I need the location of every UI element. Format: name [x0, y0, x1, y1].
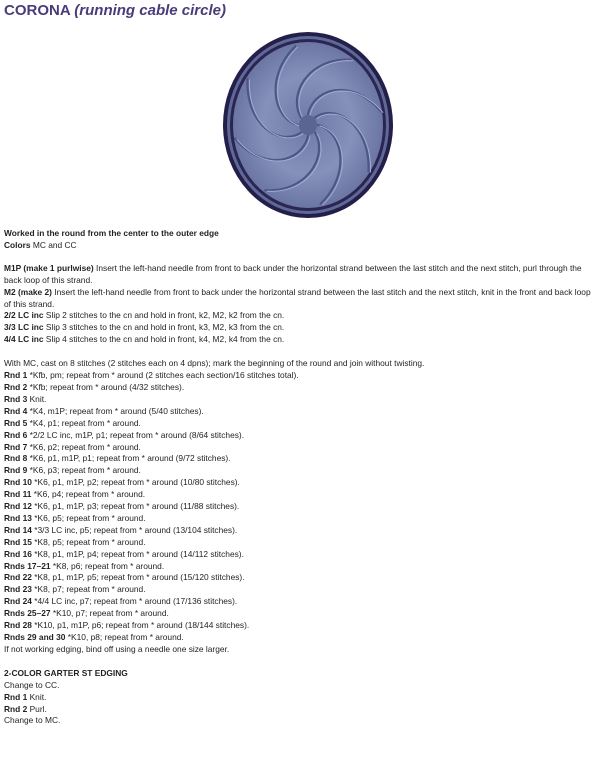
- edging-rnd1: Rnd 1 Knit.: [4, 691, 47, 702]
- edging-rnd2: Rnd 2 Purl.: [4, 703, 47, 714]
- round-line: Rnd 3 Knit.: [4, 393, 47, 404]
- edging-line: Change to CC.: [4, 679, 60, 690]
- round-line: Rnd 7 *K6, p2; repeat from * around.: [4, 441, 141, 452]
- round-line: Rnd 15 *K8, p5; repeat from * around.: [4, 536, 146, 547]
- round-line: Rnd 8 *K6, p1, m1P, p1; repeat from * around (9/72 stitches).: [4, 453, 231, 464]
- edging-line-last: Change to MC.: [4, 715, 61, 726]
- round-line: Rnd 1 *Kfb, pm; repeat from * around (2 stitches each section/16 stitches total).: [4, 370, 299, 381]
- knitted-circle-photo: [222, 31, 394, 219]
- pattern-text: [4, 228, 594, 727]
- closing-line: If not working edging, bind off using a needle one size larger.: [4, 643, 230, 654]
- colors-line: Colors MC and CC: [4, 239, 77, 250]
- round-line: Rnd 22 *K8, p1, m1P, p5; repeat from * around (15/120 stitches).: [4, 572, 245, 583]
- round-line: Rnds 29 and 30 *K10, p8; repeat from * around.: [4, 632, 184, 642]
- round-line: Rnd 28 *K10, p1, m1P, p6; repeat from * around (18/144 stitches).: [4, 620, 250, 631]
- cast-on-line: With MC, cast on 8 stitches (2 stitches each on 4 dpns); mark the beginning of the round and join without twisting.: [4, 358, 425, 369]
- title-main: CORONA: [4, 2, 71, 19]
- abbreviations: [4, 263, 594, 346]
- round-line: Rnd 24 *4/4 LC inc, p7; repeat from * around (17/136 stitches).: [4, 596, 238, 607]
- round-line: Rnd 14 *3/3 LC inc, p5; repeat from * around (13/104 stitches).: [4, 524, 238, 535]
- round-line: Rnds 17–21 *K8, p6; repeat from * around.: [4, 560, 165, 571]
- abbreviation-item: M1P (make 1 purlwise) Insert the left-hand needle from front to back under the horizontal strand between the last stitch and the next stitch, purl through the back loop of this strand.: [4, 262, 582, 285]
- round-line: Rnd 10 *K6, p1, m1P, p2; repeat from * around (10/80 stitches).: [4, 477, 240, 488]
- round-line: Rnds 25–27 *K10, p7; repeat from * around.: [4, 608, 169, 619]
- round-line: Rnd 4 *K4, m1P; repeat from * around (5/40 stitches).: [4, 405, 204, 416]
- abbreviation-item: M2 (make 2) Insert the left-hand needle from front to back under the horizontal strand between the last stitch and the next stitch, knit in the front and back loop of this strand.: [4, 286, 591, 309]
- title-subtitle: (running cable circle): [74, 2, 226, 19]
- edging-heading: 2-COLOR GARTER ST EDGING: [4, 667, 128, 678]
- round-line: Rnd 11 *K6, p4; repeat from * around.: [4, 489, 146, 500]
- abbreviation-item: 4/4 LC inc Slip 4 stitches to the cn and hold in front, k4, M2, k4 from the cn.: [4, 334, 285, 345]
- round-line: Rnd 9 *K6, p3; repeat from * around.: [4, 465, 141, 476]
- round-line: Rnd 12 *K6, p1, m1P, p3; repeat from * around (11/88 stitches).: [4, 501, 240, 512]
- round-line: Rnd 13 *K6, p5; repeat from * around.: [4, 512, 146, 523]
- round-line: Rnd 16 *K8, p1, m1P, p4; repeat from * around (14/112 stitches).: [4, 548, 244, 559]
- abbreviation-item: 2/2 LC inc Slip 2 stitches to the cn and hold in front, k2, M2, k2 from the cn.: [4, 310, 285, 321]
- round-line: Rnd 23 *K8, p7; repeat from * around.: [4, 584, 146, 595]
- intro-heading: Worked in the round from the center to the outer edge: [4, 228, 219, 238]
- abbreviation-item: 3/3 LC inc Slip 3 stitches to the cn and hold in front, k3, M2, k3 from the cn.: [4, 322, 285, 333]
- page-title: [4, 2, 226, 19]
- round-line: Rnd 5 *K4, p1; repeat from * around.: [4, 417, 141, 428]
- round-line: Rnd 6 *2/2 LC inc, m1P, p1; repeat from * around (8/64 stitches).: [4, 429, 245, 440]
- round-line: Rnd 2 *Kfb; repeat from * around (4/32 stitches).: [4, 381, 185, 392]
- round-instructions: [4, 370, 594, 644]
